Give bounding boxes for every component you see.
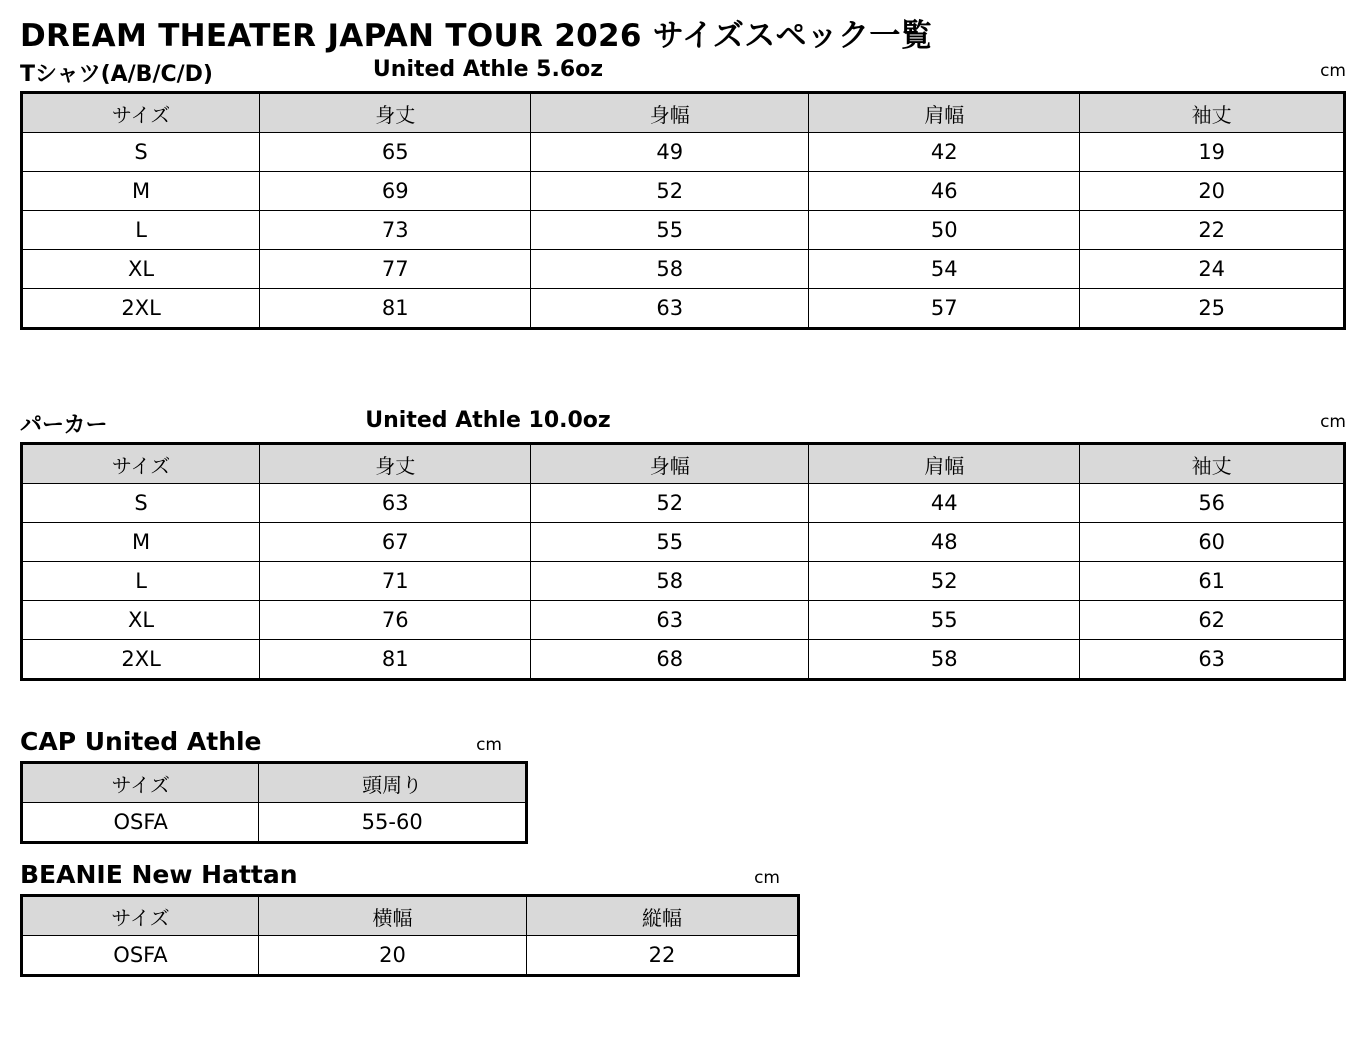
section-parka <box>0 408 1362 681</box>
cell-width: 58 <box>531 250 809 289</box>
cell-shoulder: 52 <box>809 562 1080 601</box>
cell-length: 73 <box>260 211 531 250</box>
table-row <box>22 250 1345 289</box>
cell-shoulder: 57 <box>809 289 1080 329</box>
cell-sleeve: 19 <box>1080 133 1345 172</box>
table-row <box>22 133 1345 172</box>
col-shoulder: 肩幅 <box>809 444 1080 484</box>
table-header-row <box>22 896 799 936</box>
unit-label-tshirt: cm <box>1320 61 1346 81</box>
page-title: DREAM THEATER JAPAN TOUR 2026 サイズスペック一覧 <box>20 18 933 54</box>
cell-width: 68 <box>531 640 809 680</box>
col-shoulder: 肩幅 <box>809 93 1080 133</box>
col-size: サイズ <box>22 93 260 133</box>
cell-shoulder: 48 <box>809 523 1080 562</box>
col-length: 身丈 <box>260 93 531 133</box>
cell-length: 67 <box>260 523 531 562</box>
spacer <box>0 844 1362 860</box>
table-row <box>22 172 1345 211</box>
section-label-parka: パーカー <box>20 413 108 438</box>
cell-length: 71 <box>260 562 531 601</box>
table-parka <box>20 442 1346 681</box>
table-row <box>22 601 1345 640</box>
col-head-circumference: 頭周り <box>259 763 527 803</box>
table-row <box>22 211 1345 250</box>
section-cap <box>0 727 1362 844</box>
cell-length: 81 <box>260 289 531 329</box>
cell-shoulder: 54 <box>809 250 1080 289</box>
cell-width: 49 <box>531 133 809 172</box>
table-tshirt <box>20 91 1346 330</box>
cell-size: S <box>22 133 260 172</box>
spacer <box>0 330 1362 408</box>
section-header-tshirt <box>20 57 1346 91</box>
cell-width: 63 <box>531 601 809 640</box>
cell-width: 52 <box>531 172 809 211</box>
cell-width: 55 <box>531 211 809 250</box>
table-header-row <box>22 93 1345 133</box>
cell-size: XL <box>22 601 260 640</box>
cell-width: 20 <box>258 936 526 976</box>
cell-length: 81 <box>260 640 531 680</box>
table-row <box>22 484 1345 523</box>
cell-sleeve: 25 <box>1080 289 1345 329</box>
cell-sleeve: 62 <box>1080 601 1345 640</box>
cell-shoulder: 46 <box>809 172 1080 211</box>
col-length: 身丈 <box>260 444 531 484</box>
table-row <box>22 523 1345 562</box>
cell-size: L <box>22 562 260 601</box>
cell-width: 58 <box>531 562 809 601</box>
cell-length: 77 <box>260 250 531 289</box>
cell-length: 63 <box>260 484 531 523</box>
col-size: サイズ <box>22 896 259 936</box>
cell-sleeve: 63 <box>1080 640 1345 680</box>
table-row <box>22 289 1345 329</box>
table-row <box>22 562 1345 601</box>
cell-size: M <box>22 172 260 211</box>
table-row <box>22 640 1345 680</box>
cell-shoulder: 58 <box>809 640 1080 680</box>
col-width: 横幅 <box>258 896 526 936</box>
col-width: 身幅 <box>531 93 809 133</box>
spacer <box>0 681 1362 727</box>
section-tshirt <box>0 57 1362 330</box>
cell-width: 52 <box>531 484 809 523</box>
section-header-parka <box>20 408 1346 442</box>
cell-size: L <box>22 211 260 250</box>
col-size: サイズ <box>22 763 259 803</box>
table-row <box>22 936 799 976</box>
cell-height: 22 <box>527 936 799 976</box>
section-beanie <box>0 860 1362 977</box>
cell-size: OSFA <box>22 803 259 843</box>
col-size: サイズ <box>22 444 260 484</box>
cell-shoulder: 50 <box>809 211 1080 250</box>
col-height: 縦幅 <box>527 896 799 936</box>
cell-width: 63 <box>531 289 809 329</box>
cell-length: 65 <box>260 133 531 172</box>
cell-size: 2XL <box>22 640 260 680</box>
table-beanie <box>20 894 800 977</box>
cell-size: XL <box>22 250 260 289</box>
size-spec-sheet <box>0 10 1362 1062</box>
cell-length: 76 <box>260 601 531 640</box>
unit-label-beanie: cm <box>754 868 780 888</box>
cell-head-circumference: 55-60 <box>259 803 527 843</box>
col-sleeve: 袖丈 <box>1080 93 1345 133</box>
col-width: 身幅 <box>531 444 809 484</box>
table-header-row <box>22 763 527 803</box>
cell-size: 2XL <box>22 289 260 329</box>
section-brand-tshirt: United Athle 5.6oz <box>372 57 604 82</box>
section-label-tshirt: Tシャツ(A/B/C/D) <box>20 62 213 87</box>
unit-label-parka: cm <box>1320 412 1346 432</box>
cell-length: 69 <box>260 172 531 211</box>
cell-sleeve: 56 <box>1080 484 1345 523</box>
cell-size: M <box>22 523 260 562</box>
section-label-cap: CAP United Athle <box>20 727 262 756</box>
cell-sleeve: 24 <box>1080 250 1345 289</box>
table-header-row <box>22 444 1345 484</box>
section-label-beanie: BEANIE New Hattan <box>20 860 298 889</box>
cell-width: 55 <box>531 523 809 562</box>
cell-sleeve: 61 <box>1080 562 1345 601</box>
cell-sleeve: 20 <box>1080 172 1345 211</box>
cell-sleeve: 22 <box>1080 211 1345 250</box>
unit-label-cap: cm <box>476 735 502 755</box>
cell-sleeve: 60 <box>1080 523 1345 562</box>
cell-size: S <box>22 484 260 523</box>
table-row <box>22 803 527 843</box>
table-cap <box>20 761 528 844</box>
cell-size: OSFA <box>22 936 259 976</box>
col-sleeve: 袖丈 <box>1080 444 1345 484</box>
section-header-beanie <box>20 860 780 894</box>
section-brand-parka: United Athle 10.0oz <box>365 408 611 433</box>
section-header-cap <box>20 727 502 761</box>
cell-shoulder: 42 <box>809 133 1080 172</box>
cell-shoulder: 55 <box>809 601 1080 640</box>
cell-shoulder: 44 <box>809 484 1080 523</box>
